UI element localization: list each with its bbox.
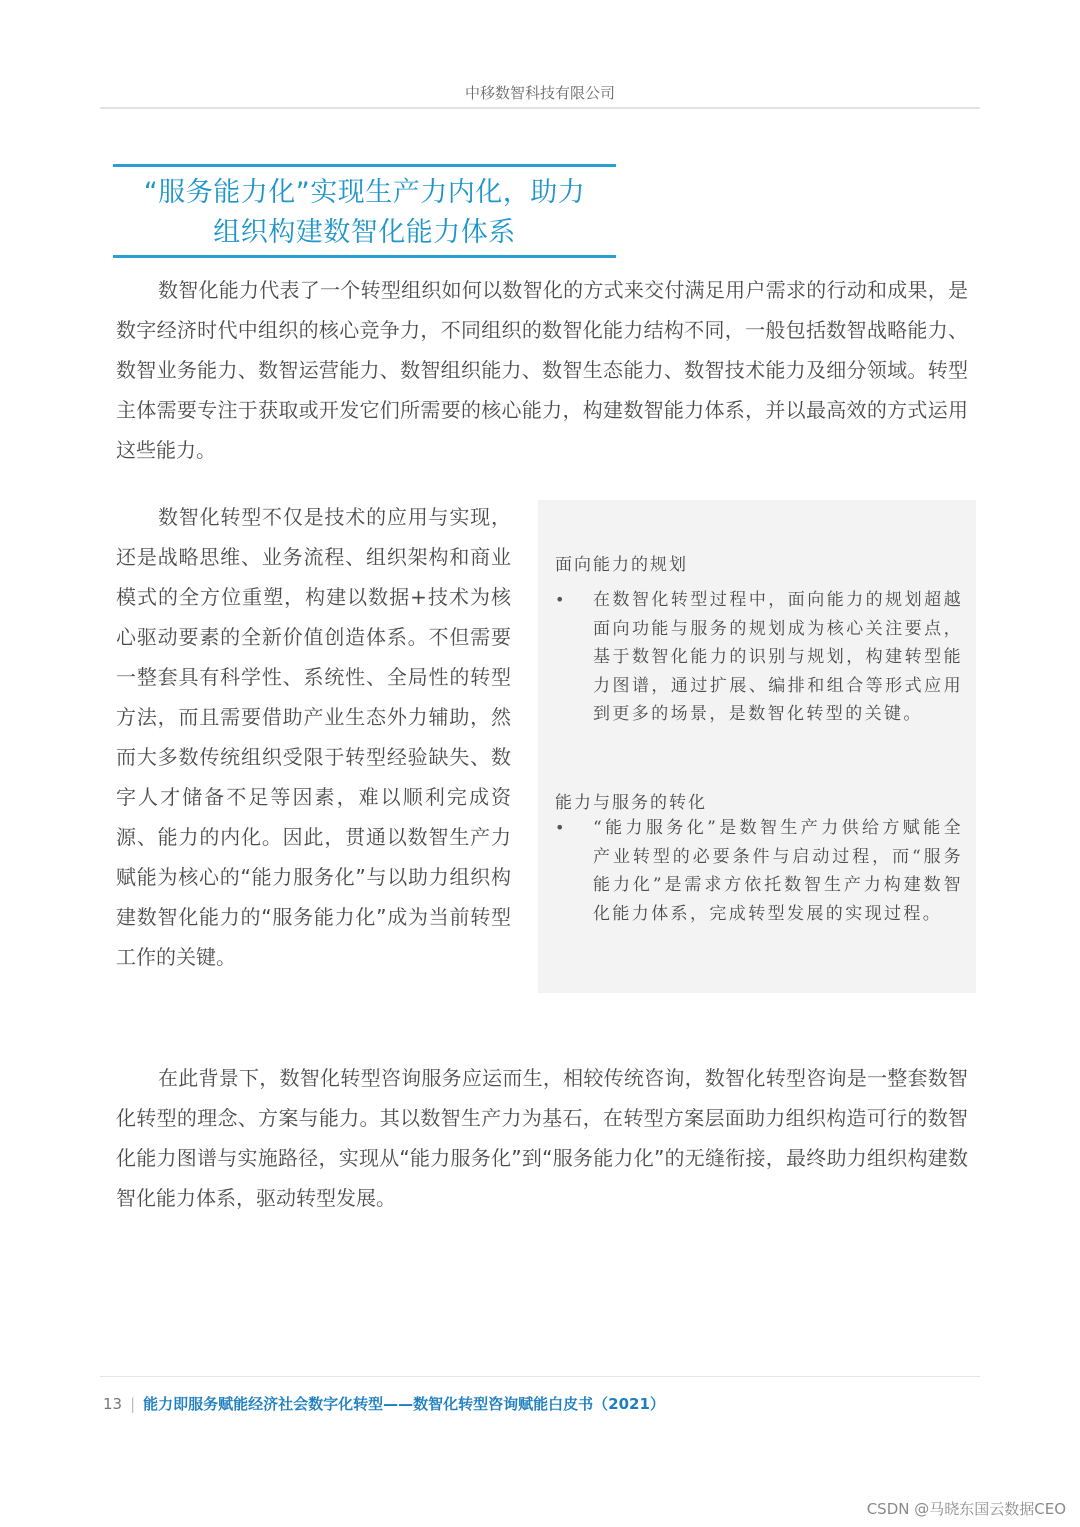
bullet-icon: •	[555, 818, 565, 837]
watermark: CSDN @马晓东国云数据CEO	[866, 1500, 1066, 1518]
sidebar-heading-capability-planning: 面向能力的规划	[555, 555, 688, 575]
page-header	[100, 80, 980, 109]
sidebar-callout-box	[538, 500, 976, 993]
body-paragraph-2: 数智化转型不仅是技术的应用与实现，还是战略思维、业务流程、组织架构和商业模式的全方位重塑，构建以数据+技术为核心驱动要素的全新价值创造体系。不但需要一整套具有科学性、系统性、全局性的转型方法，而且需要借助产业生态外力辅助，然而大多数传统组织受限于转型经验缺失、数字人才储备不足等因素，难以顺利完成资源、能力的内化。因此，贯通以数智生产力赋能为核心的“能力服务化”与以助力组织构建数智化能力的“服务能力化”成为当前转型工作的关键。	[116, 505, 511, 969]
sidebar-text-capability-service-conversion: “能力服务化”是数智生产力供给方赋能全产业转型的必要条件与启动过程，而“服务能力化”是需求方依托数智生产力构建数智化能力体系，完成转型发展的实现过程。	[593, 818, 963, 924]
document-title: 能力即服务赋能经济社会数字化转型——数智化转型咨询赋能白皮书（2021）	[143, 1395, 665, 1413]
body-paragraph-1: 数智化能力代表了一个转型组织如何以数智化的方式来交付满足用户需求的行动和成果，是数字经济时代中组织的核心竞争力，不同组织的数智化能力结构不同，一般包括数智战略能力、数智业务能力、数智运营能力、数智组织能力、数智生态能力、数智技术能力及细分领域。转型主体需要专注于获取或开发它们所需要的核心能力，构建数智能力体系，并以最高效的方式运用这些能力。	[116, 278, 968, 462]
bullet-icon: •	[555, 590, 565, 609]
footer-divider	[100, 1376, 980, 1377]
footer-separator: |	[130, 1395, 136, 1413]
section-title	[113, 164, 616, 258]
page-number: 13	[103, 1395, 123, 1413]
sidebar-text-capability-planning: 在数智化转型过程中，面向能力的规划超越面向功能与服务的规划成为核心关注要点，基于数智化能力的识别与规划，构建转型能力图谱，通过扩展、编排和组合等形式应用到更多的场景，是数智化转型的关键。	[593, 590, 963, 724]
page-footer	[103, 1393, 665, 1414]
company-name: 中移数智科技有限公司	[464, 84, 615, 102]
sidebar-heading-capability-service-conversion: 能力与服务的转化	[555, 793, 707, 813]
section-title-line-2: 组织构建数智化能力体系	[213, 217, 516, 248]
body-paragraph-3: 在此背景下，数智化转型咨询服务应运而生，相较传统咨询，数智化转型咨询是一整套数智化转型的理念、方案与能力。其以数智生产力为基石，在转型方案层面助力组织构造可行的数智化能力图谱与实施路径，实现从“能力服务化”到“服务能力化”的无缝衔接，最终助力组织构建数智化能力体系，驱动转型发展。	[116, 1066, 968, 1210]
section-title-line-1: “服务能力化”实现生产力内化，助力	[143, 177, 586, 208]
